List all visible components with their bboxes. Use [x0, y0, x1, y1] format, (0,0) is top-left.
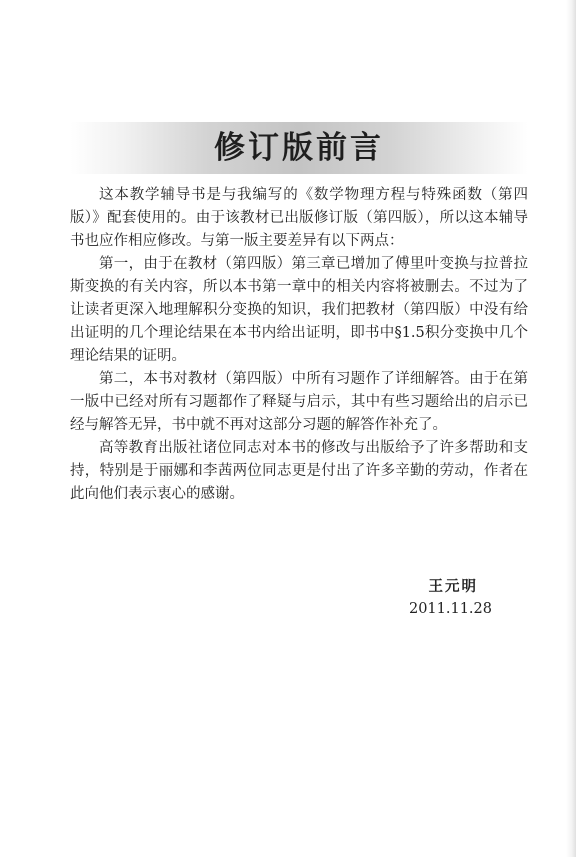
page-edge-shadow	[566, 0, 576, 857]
paragraph-3: 第二，本书对教材（第四版）中所有习题作了详细解答。由于在第一版中已经对所有习题都作了释疑与启示，其中有些习题给出的启示已经与解答无异，书中就不再对这部分习题的解答作补充了。	[70, 371, 528, 433]
signature-block	[409, 576, 492, 620]
paragraph-4: 高等教育出版社诸位同志对本书的修改与出版给予了许多帮助和支持，特别是于丽娜和李茜两位同志更是付出了许多辛勤的劳动，作者在此向他们表示衷心的感谢。	[70, 440, 528, 502]
paragraph-1: 这本教学辅导书是与我编写的《数学物理方程与特殊函数（第四版）》配套使用的。由于该教材已出版修订版（第四版），所以这本辅导书也应作相应修改。与第一版主要差异有以下两点：	[70, 187, 528, 249]
paragraph-2: 第一，由于在教材（第四版）第三章已增加了傅里叶变换与拉普拉斯变换的有关内容，所以本书第一章中的相关内容将被删去。不过为了让读者更深入地理解积分变换的知识，我们把教材（第四版）中没有给出证明的几个理论结果在本书内给出证明，即书中§1.5积分变换中几个理论结果的证明。	[70, 256, 528, 364]
page-title: 修订版前言	[214, 130, 384, 166]
preface-body	[70, 184, 528, 506]
author-name: 王元明	[428, 578, 478, 595]
signature-date: 2011.11.28	[408, 601, 492, 617]
